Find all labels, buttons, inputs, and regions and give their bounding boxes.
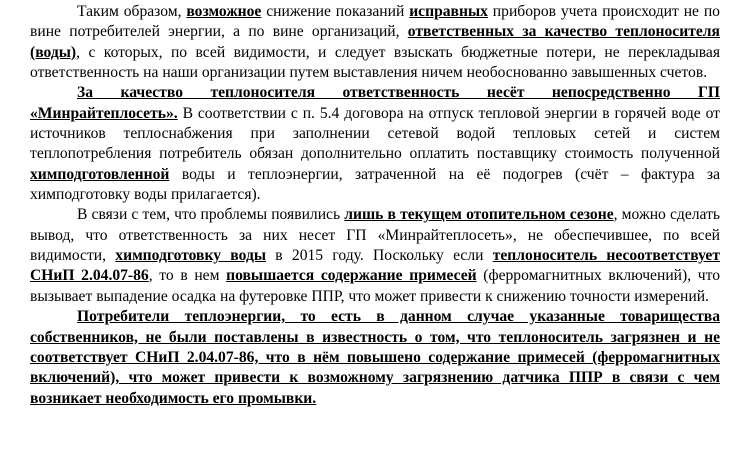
paragraph-2 xyxy=(30,83,720,205)
emphasis-responsibility-statement: За качество теплоносителя ответственность несёт непосредственно ГП «Минрайтеплосеть». xyxy=(30,84,720,122)
emphasis-serviceable: исправных xyxy=(409,3,488,20)
paragraph-1 xyxy=(30,2,720,83)
paragraph-1-text: Таким образом, xyxy=(77,3,187,20)
paragraph-1-text: , с которых, по всей видимости, и следует взыскать бюджетные потери, не перекладывая ответственность на наши организации путем выставления ничем необоснованно завышенных счетов. xyxy=(30,43,720,82)
paragraph-1-text: приборов учета происходит не по вине потребителей энергии, а по вине организаций, xyxy=(30,3,720,41)
paragraph-3-text: в 2015 году. Поскольку если xyxy=(266,247,493,265)
paragraph-3-text: , то в нем xyxy=(148,267,227,285)
paragraph-3-text: , можно сделать вывод, что ответственность за них несет ГП «Минрайтеплосеть», не обеспечившее, по всей видимости, xyxy=(30,206,720,265)
emphasis-snip-noncompliance: теплоноситель несоответствует СНиП 2.04.07-86 xyxy=(30,247,720,285)
paragraph-2-text: В соответствии с п. 5.4 договора на отпуск тепловой энергии в горячей воде от источников теплоснабжения при заполнении сетевой водой тепловых сетей и систем теплопотребления потребитель обязан дополнительно оплатить поставщику стоимость полученной xyxy=(30,104,720,163)
emphasis-current-season: лишь в текущем отопительном сезоне xyxy=(344,206,614,224)
emphasis-consumers-notice: Потребители теплоэнергии, то есть в данном случае указанные товарищества собственников, не были поставлены в известность о том, что теплоноситель загрязнен и не соответствует СНиП 2.04.07-86, что в нём повышено содержание примесей (ферромагнитных включений), что может привести к возможному загрязнению датчика ППР в связи с чем возникает необходимость его промывки. xyxy=(30,308,720,407)
paragraph-2-text: воды и теплоэнергии, затраченной на её подогрев (счёт – фактура за химподготовку воды прилагается). xyxy=(30,165,720,204)
emphasis-water-treatment: химподготовку воды xyxy=(115,247,267,265)
paragraph-1-text: снижение показаний xyxy=(261,3,410,20)
emphasis-possible: возможное xyxy=(186,3,262,20)
paragraph-3-text: (ферромагнитных включений), что вызывает выпадение осадка на футеровке ППР, что может привести к снижению точности измерений. xyxy=(30,267,720,305)
paragraph-3 xyxy=(30,205,720,307)
emphasis-chemically-treated: химподготовленной xyxy=(30,165,170,183)
paragraph-4 xyxy=(30,307,720,409)
emphasis-responsible-quality: ответственных за качество теплоносителя (воды) xyxy=(30,23,720,61)
paragraph-3-text: В связи с тем, что проблемы появились xyxy=(77,206,345,224)
emphasis-impurities: повышается содержание примесей xyxy=(226,267,477,285)
